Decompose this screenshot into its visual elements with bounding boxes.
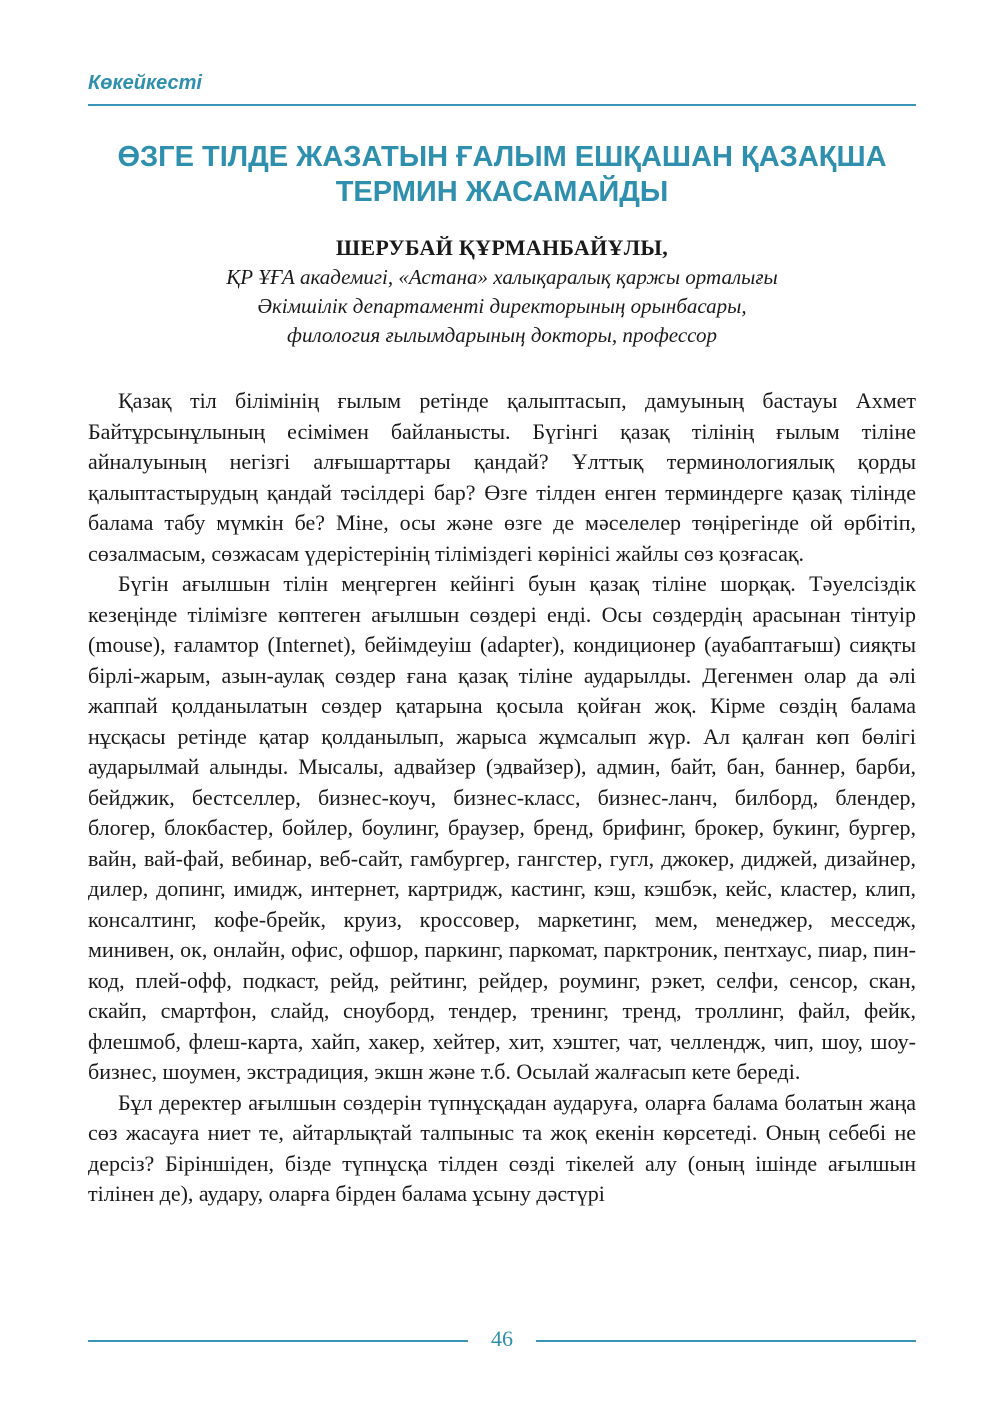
author-role-line-1: ҚР ҰҒА академигі, «Астана» халықаралық қаржы орталығы bbox=[226, 265, 778, 289]
author-role bbox=[88, 263, 916, 350]
author-block bbox=[88, 233, 916, 350]
footer-rule-left bbox=[88, 1340, 468, 1342]
header-rule bbox=[88, 104, 916, 106]
author-role-line-2: Әкімшілік департаменті директорының орынбасары, bbox=[257, 294, 747, 318]
article-title-line-1: ӨЗГЕ ТІЛДЕ ЖАЗАТЫН ҒАЛЫМ ЕШҚАШАН ҚАЗАҚША bbox=[117, 141, 887, 173]
body-paragraph-2: Бүгін ағылшын тілін меңгерген кейінгі буын қазақ тіліне шорқақ. Тәуелсіздік кезеңінде тілімізге көптеген ағылшын сөздері енді. Осы сөздердің арасынан тінтуір (mouse), ғаламтор (Internet), бейімдеуіш (adapter), кондиционер (ауабаптағыш) сияқты бірлі-жарым, азын-аулақ сөздер ғана қазақ тіліне аударылды. Дегенмен олар да әлі жаппай қолданылатын сөздер қатарына қосыла қойған жоқ. Кірме сөздің балама нұсқасы ретінде қатар қолданылып, жарыса жұмсалып жүр. Ал қалған көп бөлігі аударылмай алынды. Мысалы, адвайзер (эдвайзер), админ, байт, бан, баннер, барби, бейджик, бестселлер, бизнес-коуч, бизнес-класс, бизнес-ланч, билборд, блендер, блогер, блокбастер, бойлер, боулинг, браузер, бренд, брифинг, брокер, букинг, бургер, вайн, вай-фай, вебинар, веб-сайт, гамбургер, гангстер, гугл, джокер, диджей, дизайнер, дилер, допинг, имидж, интернет, картридж, кастинг, кэш, кэшбэк, кейс, кластер, клип, консалтинг, кофе-брейк, круиз, кроссовер, маркетинг, мем, менеджер, месседж, минивен, ок, онлайн, офис, офшор, паркинг, паркомат, парктроник, пентхаус, пиар, пин-код, плей-офф, подкаст, рейд, рейтинг, рейдер, роуминг, рэкет, селфи, сенсор, скан, скайп, смартфон, слайд, сноуборд, тендер, тренинг, тренд, троллинг, файл, фейк, флешмоб, флеш-карта, хайп, хакер, хейтер, хит, хэштег, чат, челлендж, чип, шоу, шоу-бизнес, шоумен, экстрадиция, экшн және т.б. Осылай жалғасып кете береді. bbox=[88, 571, 916, 1084]
body-paragraph-3: Бұл деректер ағылшын сөздерін түпнұсқадан аударуға, оларға балама болатын жаңа сөз жасауға ниет те, айтарлықтай талпыныс та жоқ екенін көрсетеді. Оның себебі не дерсіз? Біріншіден, бізде түпнұсқа тілден сөзді тікелей алу (оның ішінде ағылшын тілінен де), аудару, оларға бірден балама ұсыну дәстүрі bbox=[88, 1089, 916, 1206]
article-title-line-2: ТЕРМИН ЖАСАМАЙДЫ bbox=[335, 176, 669, 208]
body-paragraph-1: Қазақ тіл білімінің ғылым ретінде қалыптасып, дамуының бастауы Ахмет Байтұрсынұлының есімімен байланысты. Бүгінгі қазақ тілінің ғылым тіліне айналуының негізгі алғышарттары қандай? Ұлттық терминологиялық қорды қалыптастырудың қандай тәсілдері бар? Өзге тілден енген терминдерге қазақ тілінде балама табу мүмкін бе? Міне, осы және өзге де мәселелер төңірегінде ой өрбітіп, сөзалмасым, сөзжасам үдерістерінің тіліміздегі көрінісі жайлы сөз қозғасақ. bbox=[88, 388, 916, 566]
section-label: Көкейкесті bbox=[88, 72, 202, 94]
article-title bbox=[88, 140, 916, 210]
footer-rule-right bbox=[536, 1340, 916, 1342]
page-number: 46 bbox=[491, 1326, 513, 1351]
author-role-line-3: филология ғылымдарының докторы, профессор bbox=[287, 323, 717, 347]
author-name: ШЕРУБАЙ ҚҰРМАНБАЙҰЛЫ, bbox=[335, 235, 669, 260]
article-body bbox=[88, 386, 916, 1210]
